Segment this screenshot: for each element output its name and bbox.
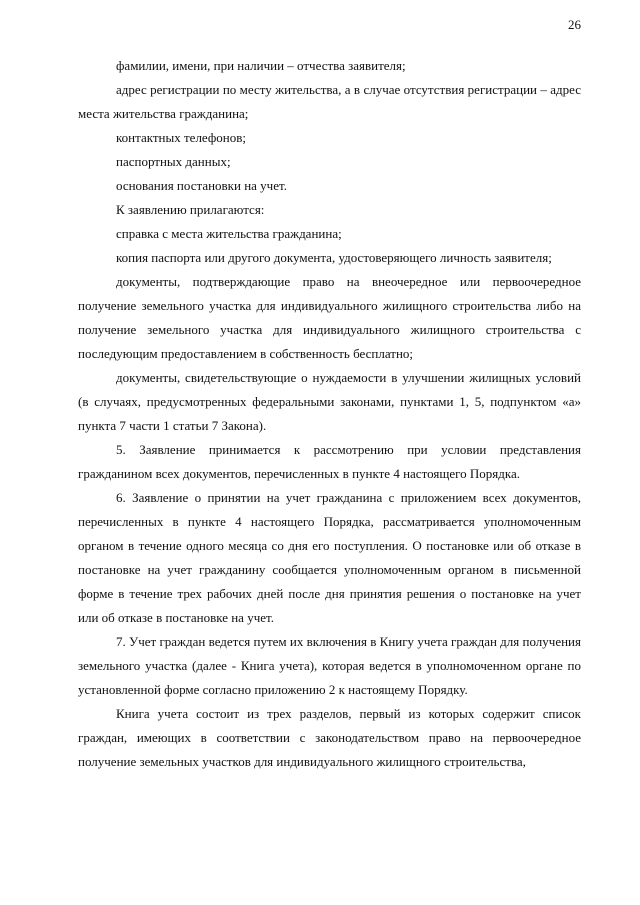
paragraph: 7. Учет граждан ведется путем их включения в Книгу учета граждан для получения земельного участка (далее - Книга учета), которая ведется в уполномоченном органе по установленной форме согласно приложению 2 к настоящему Порядку. bbox=[78, 634, 581, 697]
paragraph: контактных телефонов; bbox=[116, 130, 246, 145]
paragraph: документы, подтверждающие право на внеочередное или первоочередное получение земельного участка для индивидуального жилищного строительства либо на получение земельного участка для индивидуального жилищного строительства с последующим предоставлением в собственность бесплатно; bbox=[78, 274, 581, 361]
paragraph: справка с места жительства гражданина; bbox=[116, 226, 342, 241]
paragraph: фамилии, имени, при наличии – отчества заявителя; bbox=[116, 58, 406, 73]
paragraph: основания постановки на учет. bbox=[116, 178, 287, 193]
paragraph: К заявлению прилагаются: bbox=[116, 202, 265, 217]
paragraph: паспортных данных; bbox=[116, 154, 231, 169]
paragraph: копия паспорта или другого документа, удостоверяющего личность заявителя; bbox=[116, 250, 552, 265]
paragraph: Книга учета состоит из трех разделов, первый из которых содержит список граждан, имеющих в соответствии с законодательством право на первоочередное получение земельных участков для индивидуального жилищного строительства, bbox=[78, 706, 581, 769]
paragraph: адрес регистрации по месту жительства, а в случае отсутствия регистрации – адрес места жительства гражданина; bbox=[78, 82, 581, 121]
paragraph: 6. Заявление о принятии на учет гражданина с приложением всех документов, перечисленных в пункте 4 настоящего Порядка, рассматривается уполномоченным органом в течение одного месяца со дня его поступления. О постановке или об отказе в постановке на учет гражданину сообщается уполномоченным органом в письменной форме в течение трех рабочих дней после дня принятия решения о постановке на учет или об отказе в постановке на учет. bbox=[78, 490, 581, 625]
paragraph: 5. Заявление принимается к рассмотрению при условии представления гражданином всех документов, перечисленных в пункте 4 настоящего Порядка. bbox=[78, 442, 581, 481]
document-body bbox=[78, 54, 581, 774]
page-number: 26 bbox=[568, 17, 581, 32]
paragraph: документы, свидетельствующие о нуждаемости в улучшении жилищных условий (в случаях, предусмотренных федеральными законами, пунктами 1, 5, подпунктом «а» пункта 7 части 1 статьи 7 Закона). bbox=[78, 370, 581, 433]
